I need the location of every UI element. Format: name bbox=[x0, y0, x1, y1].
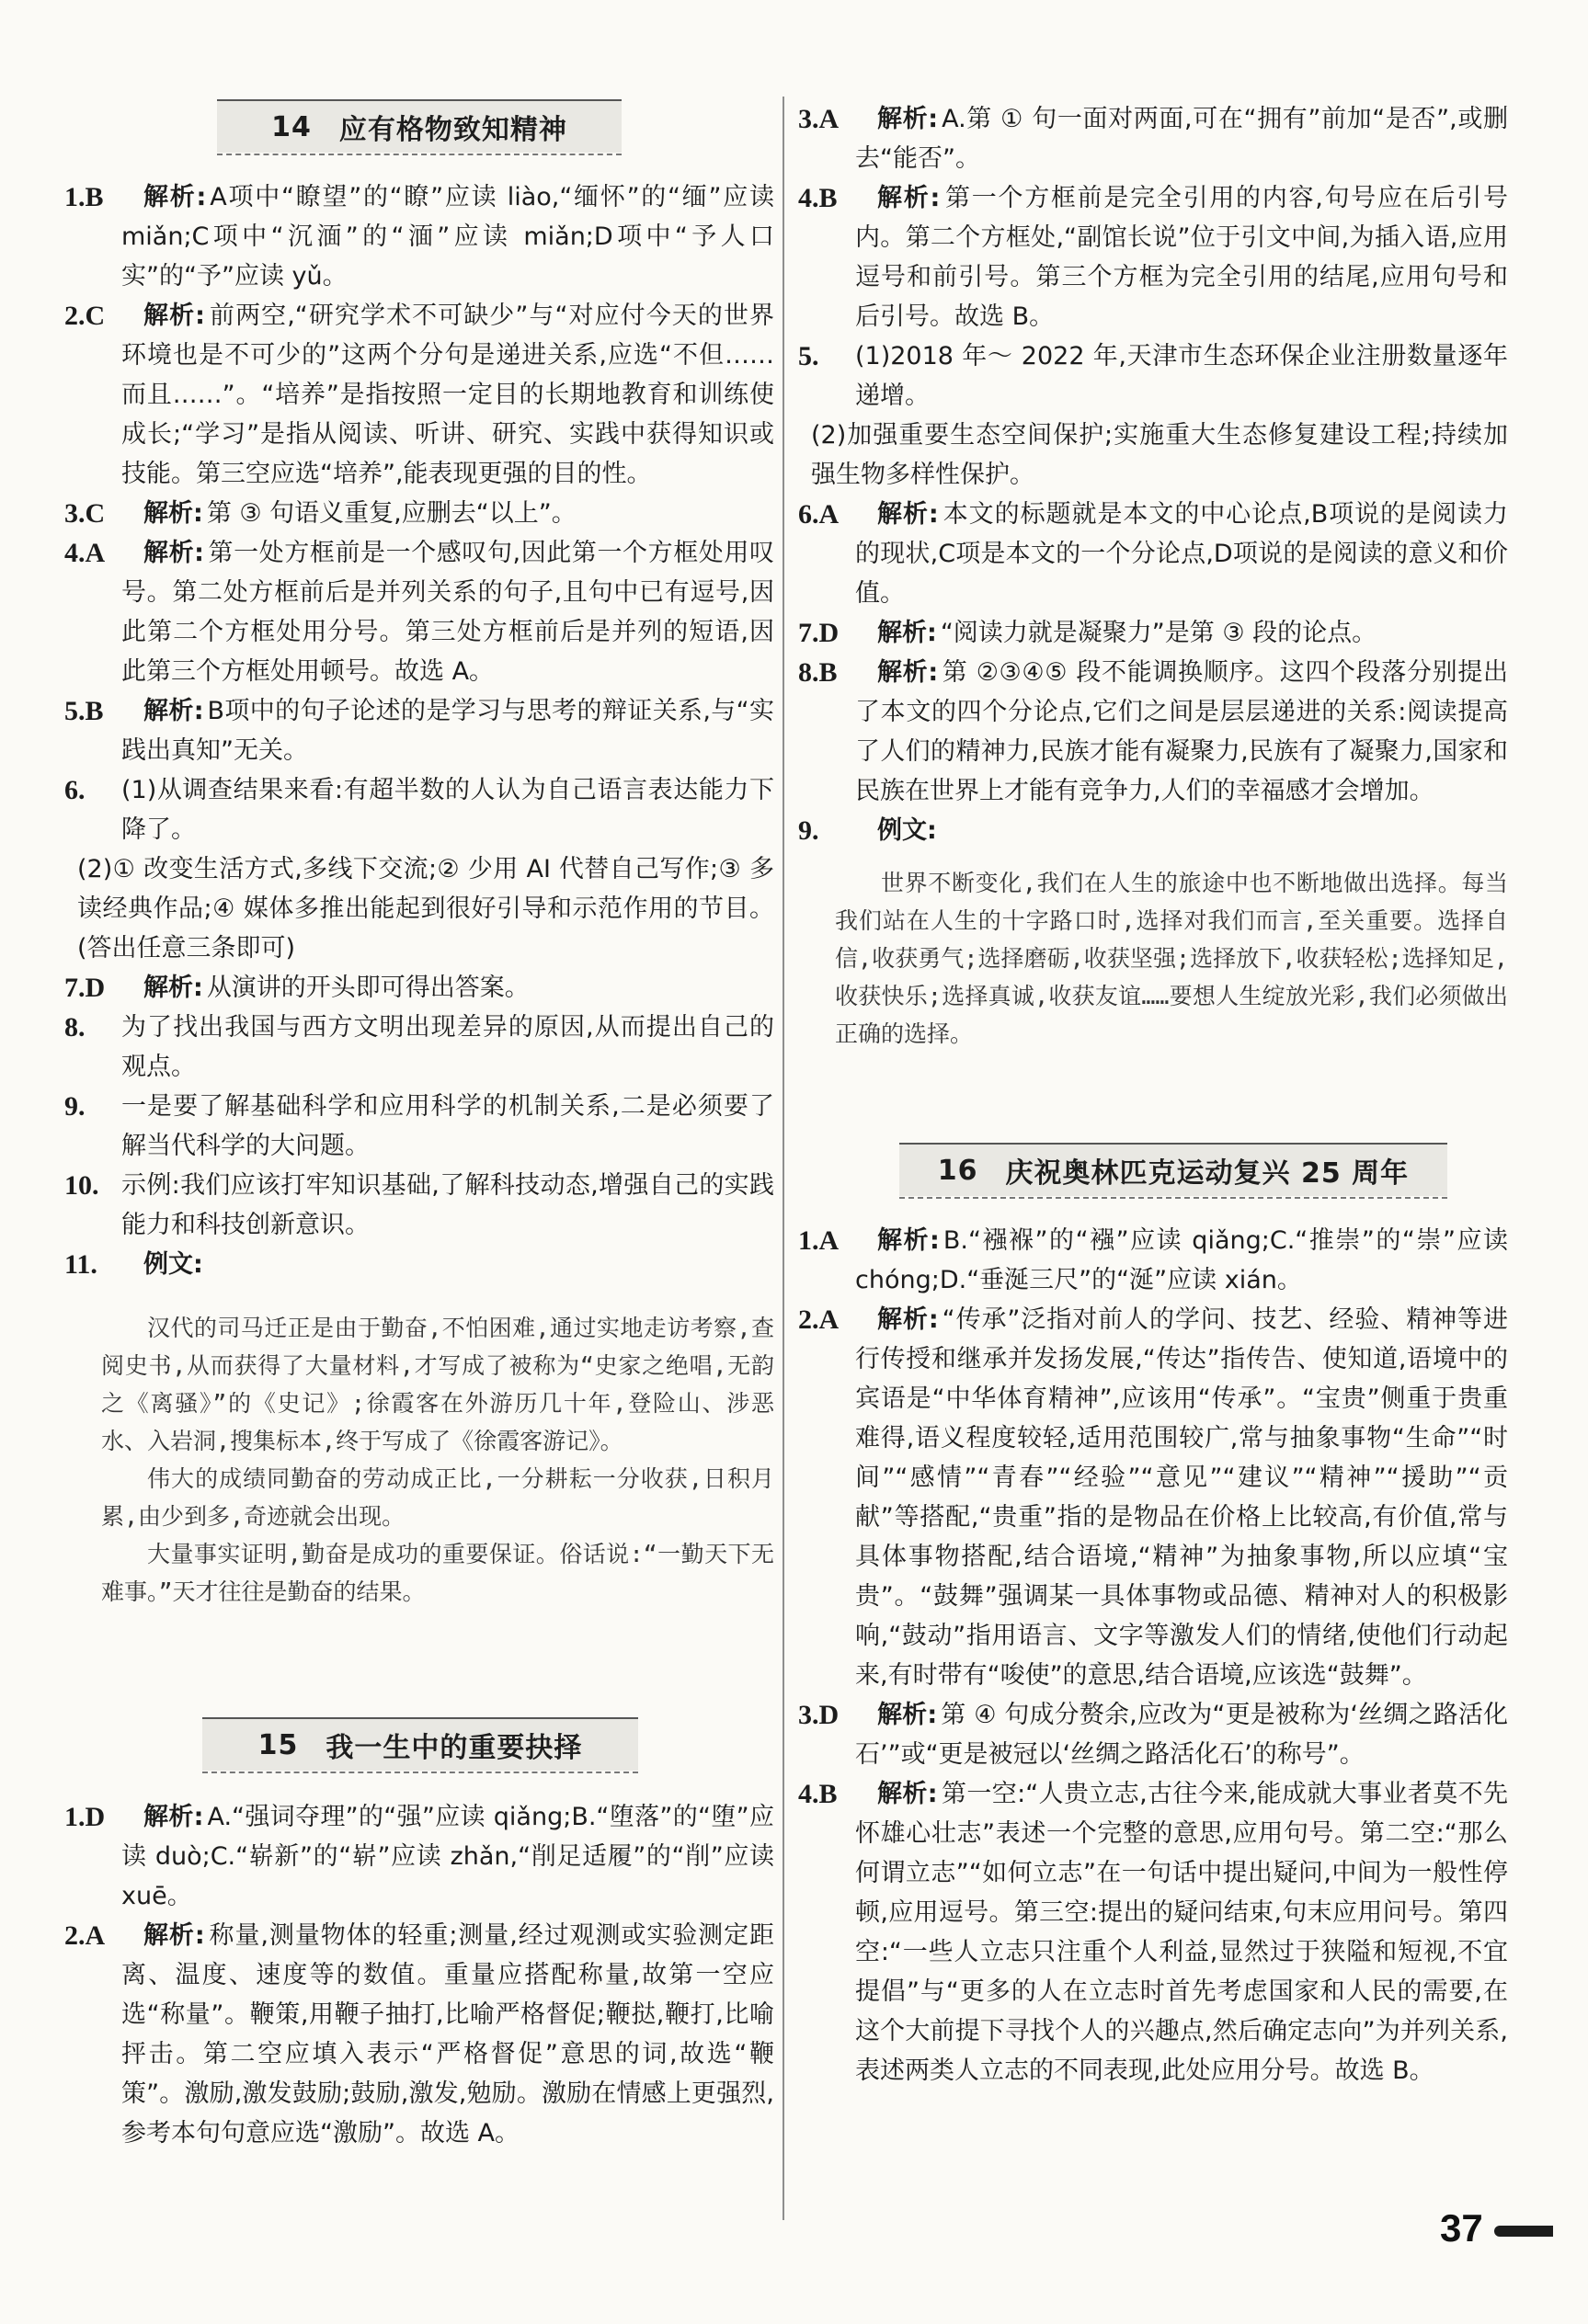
answer-item bbox=[64, 691, 774, 770]
essay-paragraph: 汉代的司马迁正是由于勤奋,不怕困难,通过实地走访考察,查阅史书,从而获得了大量材料,才写成了被称为“史家之绝唱,无韵之《离骚》”的《史记》;徐霞客在外游历几十年,登险山、涉恶水、入岩洞,搜集标本,终于写成了《徐霞客游记》。 bbox=[101, 1315, 774, 1454]
answer-text: A.第 ① 句一面对两面,可在“拥有”前加“是否”,或删去“能否”。 bbox=[855, 105, 1508, 173]
answer-text: 第一处方框前是一个感叹句,因此第一个方框处用叹号。第二处方框前后是并列关系的句子,且句中已有逗号,因此第二个方框处用分号。第三处方框前后是并列的短语,因此第三个方框处用顿号。故选 A。 bbox=[121, 539, 774, 686]
answer-item bbox=[798, 495, 1508, 613]
section-14-title bbox=[217, 99, 622, 153]
answer-item bbox=[64, 1008, 774, 1087]
answer-text: 本文的标题就是本文的中心论点,B项说的是阅读力的现状,C项是本文的一个分论点,D项说的是阅读的意义和价值。 bbox=[855, 500, 1508, 608]
answer-label: 解析: bbox=[143, 697, 204, 725]
answer-item bbox=[798, 1221, 1508, 1300]
section-16-answers bbox=[798, 1221, 1508, 2090]
answer-item bbox=[798, 99, 1508, 178]
answer-text: (1)从调查结果来看:有超半数的人认为自己语言表达能力下降了。 bbox=[121, 776, 774, 844]
answer-subpart: (2)① 改变生活方式,多线下交流;② 少用 AI 代替自己写作;③ 多读经典作品;④ 媒体多推出能起到很好引导和示范作用的节目。(答出任意三条即可) bbox=[77, 855, 774, 963]
section-title-text: 应有格物致知精神 bbox=[338, 114, 567, 146]
answer-number: 10. bbox=[64, 1170, 99, 1201]
section-number: 14 bbox=[271, 110, 312, 143]
answer-number: 3.D bbox=[798, 1700, 840, 1730]
answer-label: 解析: bbox=[143, 499, 203, 528]
section-16-title bbox=[899, 1143, 1447, 1196]
answer-number: 7.D bbox=[798, 618, 840, 648]
page-number: 37 bbox=[1440, 2206, 1483, 2250]
answer-item bbox=[798, 336, 1508, 495]
answer-item bbox=[64, 296, 774, 494]
section-15-answers-cont bbox=[798, 99, 1508, 850]
answer-number: 1.B bbox=[64, 182, 104, 212]
answer-number: 1.A bbox=[798, 1225, 840, 1256]
section-14-answers bbox=[64, 177, 774, 1284]
answer-number: 2.A bbox=[798, 1304, 840, 1335]
answer-label: 解析: bbox=[877, 619, 937, 647]
answer-number: 5. bbox=[798, 341, 819, 371]
answer-text: B.“襁褓”的“襁”应读 qiǎng;C.“推崇”的“崇”应读 chóng;D.“垂涎三尺”的“涎”应读 xián。 bbox=[855, 1226, 1508, 1294]
answer-label: 解析: bbox=[143, 1803, 204, 1831]
answer-text: “传承”泛指对前人的学问、技艺、经验、精神等进行传授和继承并发扬发展,“传达”指传告、使知道,语境中的宾语是“中华体育精神”,应该用“传承”。“宝贵”侧重于贵重难得,语义程度较轻,适用范围较广,常与抽象事物“生命”“时间”“感情”“青春”“经验”“意见”“建议”“精神”“援助”“贡献”等搭配,“贵重”指的是物品在价格上比较高,有价值,常与具体事物搭配,结合语境,“精神”为抽象事物,所以应填“宝贵”。“鼓舞”强调某一具体事物或品德、精神对人的积极影响,“鼓动”指用语言、文字等激发人们的情绪,使他们行动起来,有时带有“唆使”的意思,结合语境,应该选“鼓舞”。 bbox=[855, 1305, 1508, 1690]
answer-subpart: (2)加强重要生态空间保护;实施重大生态修复建设工程;持续加强生物多样性保护。 bbox=[811, 421, 1508, 489]
answer-label: 解析: bbox=[143, 539, 204, 567]
answer-number: 8.B bbox=[798, 657, 838, 688]
answer-number: 9. bbox=[64, 1091, 86, 1122]
answer-label: 解析: bbox=[877, 1701, 938, 1729]
answer-text: 第 ③ 句语义重复,应删去“以上”。 bbox=[206, 499, 577, 528]
answer-number: 4.B bbox=[798, 183, 838, 213]
answer-label: 解析: bbox=[877, 105, 939, 133]
answer-number: 6. bbox=[64, 775, 86, 805]
answer-number: 5.B bbox=[64, 696, 104, 726]
answer-label: 解析: bbox=[877, 500, 939, 529]
answer-item bbox=[64, 494, 774, 533]
section-number: 15 bbox=[257, 1728, 299, 1761]
answer-number: 4.B bbox=[798, 1779, 838, 1809]
essay-paragraph: 伟大的成绩同勤奋的劳动成正比,一分耕耘一分收获,日积月累,由少到多,奇迹就会出现。 bbox=[101, 1465, 774, 1530]
answer-text: A.“强词夺理”的“强”应读 qiǎng;B.“堕落”的“堕”应读 duò;C.“崭新”的“崭”应读 zhǎn,“削足适履”的“削”应读 xuē。 bbox=[121, 1803, 774, 1910]
column-divider bbox=[783, 97, 784, 2220]
answer-item bbox=[64, 770, 774, 968]
answer-item bbox=[64, 1245, 774, 1284]
sample-essay-14 bbox=[101, 1309, 774, 1611]
answer-number: 6.A bbox=[798, 499, 840, 530]
answer-number: 8. bbox=[64, 1012, 86, 1042]
answer-item bbox=[64, 1087, 774, 1166]
answer-number: 4.A bbox=[64, 538, 106, 568]
answer-label: 解析: bbox=[877, 1780, 938, 1808]
answer-item bbox=[798, 1695, 1508, 1774]
answer-label: 解析: bbox=[877, 1226, 940, 1255]
answer-item bbox=[64, 968, 774, 1008]
answer-text: (1)2018 年～ 2022 年,天津市生态环保企业注册数量逐年递增。 bbox=[855, 342, 1508, 410]
answer-number: 3.A bbox=[798, 104, 840, 134]
answer-number: 3.C bbox=[64, 498, 106, 529]
section-15-answers bbox=[64, 1797, 774, 2153]
answer-text: 示例:我们应该打牢知识基础,了解科技动态,增强自己的实践能力和科技创新意识。 bbox=[121, 1171, 774, 1239]
answer-item bbox=[798, 1774, 1508, 2090]
answer-item bbox=[798, 1300, 1508, 1695]
answer-number: 2.C bbox=[64, 301, 106, 331]
answer-text: 第 ②③④⑤ 段不能调换顺序。这四个段落分别提出了本文的四个分论点,它们之间是层层递进的关系:阅读提高了人们的精神力,民族才能有凝聚力,民族有了凝聚力,国家和民族在世界上才能有竞争力,人们的幸福感才会增加。 bbox=[855, 658, 1508, 805]
answer-text: A项中“瞭望”的“瞭”应读 liào,“缅怀”的“缅”应读 miǎn;C项中“沉湎”的“湎”应读 miǎn;D项中“予人口实”的“予”应读 yǔ。 bbox=[121, 183, 774, 290]
answer-item bbox=[798, 653, 1508, 811]
answer-item bbox=[64, 177, 774, 296]
answer-text: 第 ④ 句成分赘余,应改为“更是被称为‘丝绸之路活化石’”或“更是被冠以‘丝绸之路活化石’的称号”。 bbox=[855, 1701, 1508, 1769]
answer-text: 一是要了解基础科学和应用科学的机制关系,二是必须要了解当代科学的大问题。 bbox=[121, 1092, 774, 1160]
essay-paragraph: 世界不断变化,我们在人生的旅途中也不断地做出选择。每当我们站在人生的十字路口时,选择对我们而言,至关重要。选择自信,收获勇气;选择磨砺,收获坚强;选择放下,收获轻松;选择知足,收获快乐;选择真诚,收获友谊……要想人生绽放光彩,我们必须做出正确的选择。 bbox=[835, 870, 1508, 1047]
answer-text: 从演讲的开头即可得出答案。 bbox=[206, 974, 530, 1002]
answer-number: 2.A bbox=[64, 1920, 106, 1951]
answer-item bbox=[64, 533, 774, 691]
answer-text: 前两空,“研究学术不可缺少”与“对应付今天的世界环境也是不可少的”这两个分句是递进关系,应选“不但……而且……”。“培养”是指按照一定目的长期地教育和训练使成长;“学习”是指从阅读、听讲、研究、实践中获得知识或技能。第三空应选“培养”,能表现更强的目的性。 bbox=[121, 302, 774, 488]
section-title-text: 庆祝奥林匹克运动复兴 25 周年 bbox=[1005, 1157, 1410, 1190]
answer-label: 解析: bbox=[143, 183, 207, 211]
answer-label: 例文: bbox=[143, 1250, 203, 1279]
answer-text: 第一个方框前是完全引用的内容,句号应在后引号内。第二个方框处,“副馆长说”位于引文中间,为插入语,应用逗号和前引号。第三个方框为完全引用的结尾,应用句号和后引号。故选 B。 bbox=[855, 184, 1508, 331]
answer-label: 解析: bbox=[877, 658, 939, 687]
essay-paragraph: 大量事实证明,勤奋是成功的重要保证。俗话说:“一勤天下无难事。”天才往往是勤奋的结果。 bbox=[101, 1541, 774, 1605]
answer-number: 9. bbox=[798, 815, 819, 846]
section-15-title bbox=[202, 1717, 638, 1771]
answer-text: “阅读力就是凝聚力”是第 ③ 段的论点。 bbox=[940, 619, 1377, 647]
answer-label: 例文: bbox=[877, 816, 937, 845]
answer-number: 7.D bbox=[64, 973, 106, 1003]
answer-item bbox=[798, 811, 1508, 850]
answer-label: 解析: bbox=[877, 184, 941, 212]
answer-item bbox=[64, 1166, 774, 1245]
page-number-bar bbox=[1494, 2226, 1553, 2237]
answer-item bbox=[64, 1916, 774, 2153]
answer-item bbox=[798, 178, 1508, 336]
answer-number: 1.D bbox=[64, 1802, 106, 1832]
answer-label: 解析: bbox=[877, 1305, 939, 1334]
answer-item bbox=[798, 613, 1508, 653]
section-number: 16 bbox=[937, 1154, 978, 1187]
sample-essay-15 bbox=[835, 864, 1508, 1053]
answer-text: 称量,测量物体的轻重;测量,经过观测或实验测定距离、温度、速度等的数值。重量应搭配称量,故第一空应选“称量”。鞭策,用鞭子抽打,比喻严格督促;鞭挞,鞭打,比喻抨击。第二空应填入表示“严格督促”意思的词,故选“鞭策”。激励,激发鼓励;鼓励,激发,勉励。激励在情感上更强烈,参考本句句意应选“激励”。故选 A。 bbox=[121, 1921, 774, 2147]
section-title-text: 我一生中的重要抉择 bbox=[326, 1732, 583, 1764]
answer-text: B项中的句子论述的是学习与思考的辩证关系,与“实践出真知”无关。 bbox=[121, 697, 774, 765]
answer-label: 解析: bbox=[143, 974, 203, 1002]
answer-item bbox=[64, 1797, 774, 1916]
answer-label: 解析: bbox=[143, 302, 205, 330]
answer-number: 11. bbox=[64, 1249, 97, 1280]
answer-text: 为了找出我国与西方文明出现差异的原因,从而提出自己的观点。 bbox=[121, 1013, 774, 1081]
answer-label: 解析: bbox=[143, 1921, 205, 1950]
answer-text: 第一空:“人贵立志,古往今来,能成就大事业者莫不先怀雄心壮志”表述一个完整的意思,应用句号。第二空:“那么何谓立志”“如何立志”在一句话中提出疑问,中间为一般性停顿,应用逗号。第三空:提出的疑问结束,句末应用问号。第四空:“一些人立志只注重个人利益,显然过于狭隘和短视,不宜提倡”与“更多的人在立志时首先考虑国家和人民的需要,在这个大前提下寻找个人的兴趣点,然后确定志向”为并列关系,表述两类人立志的不同表现,此处应用分号。故选 B。 bbox=[855, 1780, 1508, 2085]
